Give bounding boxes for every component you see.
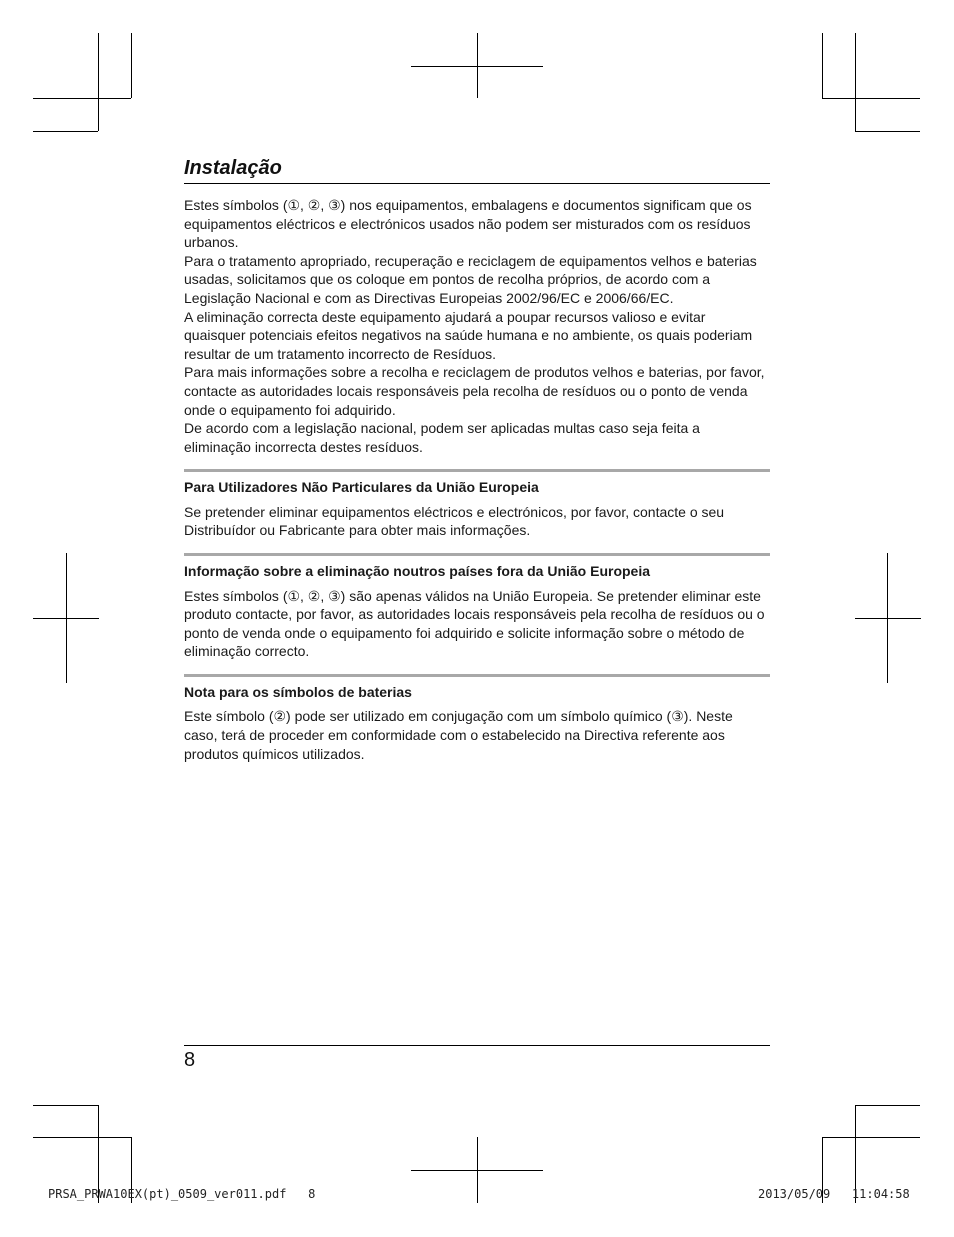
crop-mark (822, 33, 823, 98)
crop-mark (98, 33, 99, 131)
crop-mark (66, 553, 67, 683)
crop-mark (855, 33, 856, 131)
print-slug-timestamp: 2013/05/09 11:04:58 (758, 1187, 910, 1201)
main-content (184, 154, 770, 763)
crop-mark (855, 1105, 920, 1106)
crop-mark (822, 98, 920, 99)
print-slug-file: PRSA_PRWA10EX(pt)_0509_ver011.pdf 8 (48, 1187, 316, 1201)
intro-paragraph: Para mais informações sobre a recolha e reciclagem de produtos velhos e baterias, por favor, contacte as autoridades locais responsáveis pela recolha de resíduos ou o ponto de venda onde o equipamento foi adquirido. (184, 364, 765, 418)
section-outside-eu (184, 553, 770, 661)
crop-mark (131, 33, 132, 98)
section-body: Este símbolo (②) pode ser utilizado em conjugação com um símbolo químico (③). Neste caso, terá de proceder em conformidade com o estabelecido na Directiva referente aos produtos químicos utilizados. (184, 708, 733, 762)
intro-paragraph: Estes símbolos (①, ②, ③) nos equipamentos, embalagens e documentos significam que os equipamentos eléctricos e electrónicos usados não podem ser misturados com os resíduos urbanos. (184, 197, 752, 251)
crop-mark (477, 33, 478, 98)
crop-mark (855, 131, 920, 132)
section-heading: Para Utilizadores Não Particulares da União Europeia (184, 479, 539, 496)
crop-mark (477, 1137, 478, 1203)
section-heading: Informação sobre a eliminação noutros países fora da União Europeia (184, 563, 651, 579)
crop-mark (33, 131, 98, 132)
crop-mark (33, 1105, 98, 1106)
crop-mark (33, 1137, 131, 1138)
intro-paragraph: De acordo com a legislação nacional, podem ser aplicadas multas caso seja feita a eliminação incorrecta destes resíduos. (184, 420, 700, 455)
section-heading: Nota para os símbolos de baterias (184, 683, 412, 700)
crop-mark (855, 618, 921, 619)
crop-mark (33, 98, 131, 99)
section-non-private-users (184, 469, 770, 540)
intro-paragraph: Para o tratamento apropriado, recuperação e reciclagem de equipamentos velhos e baterias usadas, solicitamos que os coloque em pontos de recolha próprios, de acordo com a Legislação Nacional e com as Directivas Europeias 2002/96/EC e 2006/66/EC. (184, 252, 757, 306)
intro-paragraph: A eliminação correcta deste equipamento ajudará a poupar recursos valioso e evitar quaisquer potenciais efeitos negativos na saúde humana e no ambiente, os quais poderiam resultar de um tratamento incorrecto de Resíduos. (184, 308, 753, 362)
footer-divider (184, 1045, 770, 1046)
crop-mark (822, 1137, 920, 1138)
intro-text (184, 196, 770, 456)
crop-mark (887, 553, 888, 683)
section-body: Se pretender eliminar equipamentos eléctricos e electrónicos, por favor, contacte o seu Distribuídor ou Fabricante para obter mais informações. (184, 503, 725, 539)
section-battery-symbols (184, 674, 770, 763)
section-body: Estes símbolos (①, ②, ③) são apenas válidos na União Europeia. Se pretender eliminar este produto contacte, por favor, as autoridades locais responsáveis pela recolha de resíduos ou o ponto de venda onde o equipamento foi adquirido e solicite informação sobre o método de eliminação correcto. (184, 587, 765, 660)
section-title: Instalação (184, 154, 770, 184)
page-number: 8 (184, 1049, 196, 1071)
